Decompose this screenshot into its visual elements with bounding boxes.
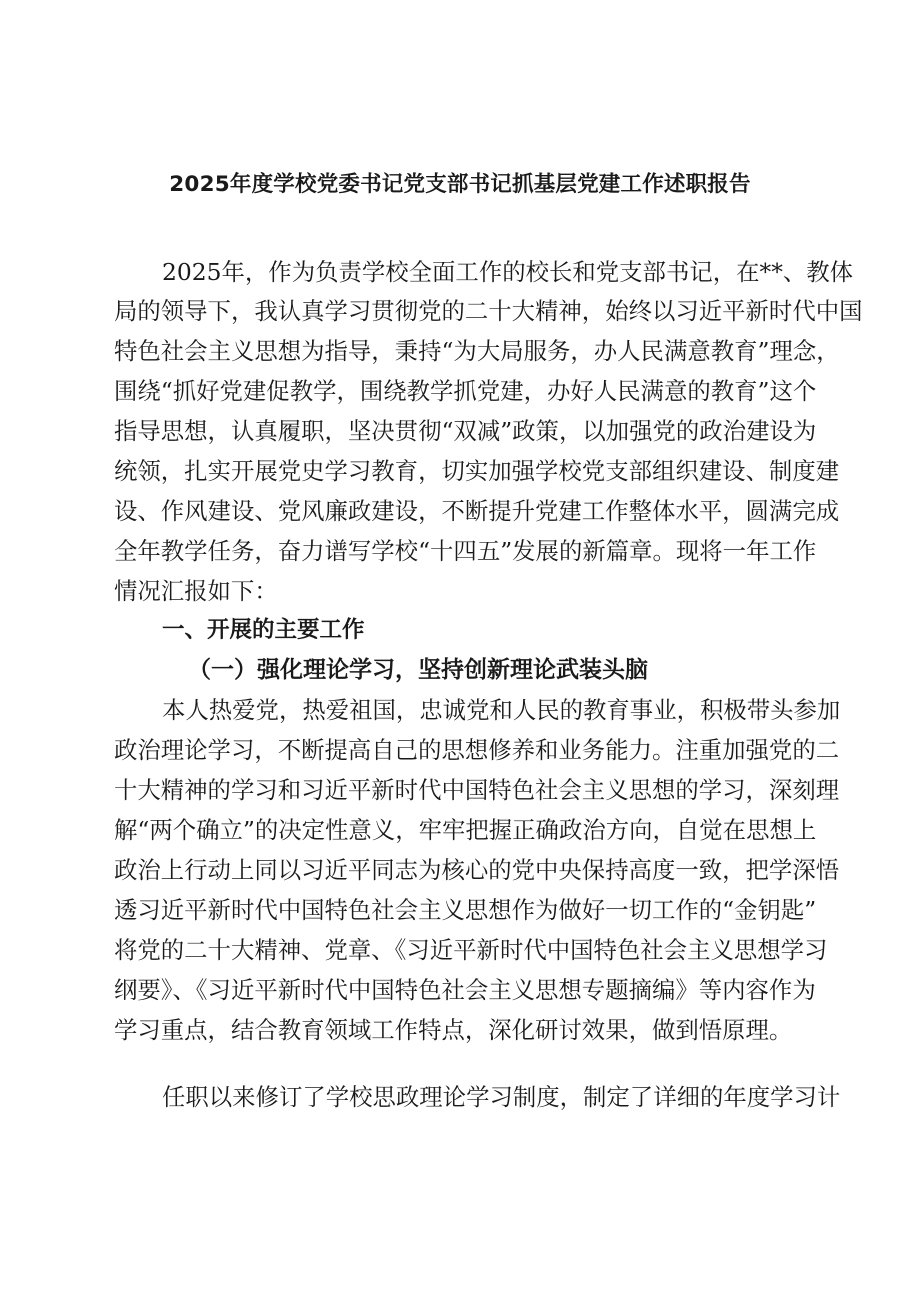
paragraph-2-line: 学习重点，结合教育领域工作特点，深化研讨效果，做到悟原理。 <box>114 1016 793 1044</box>
paragraph-1-line: 指导思想，认真履职，坚决贯彻“双减”政策，以加强党的政治建设为 <box>114 417 817 445</box>
paragraph-1-line: 全年教学任务，奋力谱写学校“十四五”发展的新篇章。现将一年工作 <box>114 537 817 565</box>
paragraph-1-line: 设、作风建设、党风廉政建设，不断提升党建工作整体水平，圆满完成 <box>114 497 840 525</box>
paragraph-2-line: 十大精神的学习和习近平新时代中国特色社会主义思想的学习，深刻理 <box>114 776 840 804</box>
paragraph-2-line: 解“两个确立”的决定性意义，牢牢把握正确政治方向，自觉在思想上 <box>114 816 817 844</box>
paragraph-2-line: 透习近平新时代中国特色社会主义思想作为做好一切工作的“金钥匙” <box>114 896 817 924</box>
document-title: 2025年度学校党委书记党支部书记抓基层党建工作述职报告 <box>169 172 751 197</box>
paragraph-1-line: 统领，扎实开展党史学习教育，切实加强学校党支部组织建设、制度建 <box>114 457 840 485</box>
paragraph-1-line: 情况汇报如下： <box>114 577 278 605</box>
paragraph-1-line: 2025年，作为负责学校全面工作的校长和党支部书记，在**、教体 <box>162 258 854 286</box>
subsection-heading: （一）强化理论学习，坚持创新理论武装头脑 <box>188 656 648 683</box>
paragraph-2-line: 政治理论学习，不断提高自己的思想修养和业务能力。注重加强党的二 <box>114 736 840 764</box>
paragraph-2-line: 本人热爱党，热爱祖国，忠诚党和人民的教育事业，积极带头参加 <box>162 696 841 724</box>
section-heading: 一、开展的主要工作 <box>162 617 365 643</box>
paragraph-1-line: 围绕“抓好党建促教学，围绕教学抓党建，办好人民满意的教育”这个 <box>114 377 817 405</box>
paragraph-3-line: 任职以来修订了学校思政理论学习制度，制定了详细的年度学习计 <box>162 1083 841 1111</box>
paragraph-2-line: 政治上行动上同以习近平同志为核心的党中央保持高度一致，把学深悟 <box>114 856 840 884</box>
paragraph-1-line: 局的领导下，我认真学习贯彻党的二十大精神，始终以习近平新时代中国 <box>114 297 863 325</box>
paragraph-2-line: 将党的二十大精神、党章、《习近平新时代中国特色社会主义思想学习 <box>114 936 828 964</box>
paragraph-1-line: 特色社会主义思想为指导，秉持“为大局服务，办人民满意教育”理念， <box>114 337 840 365</box>
paragraph-2-line: 纲要》、《习近平新时代中国特色社会主义思想专题摘编》等内容作为 <box>114 976 816 1004</box>
